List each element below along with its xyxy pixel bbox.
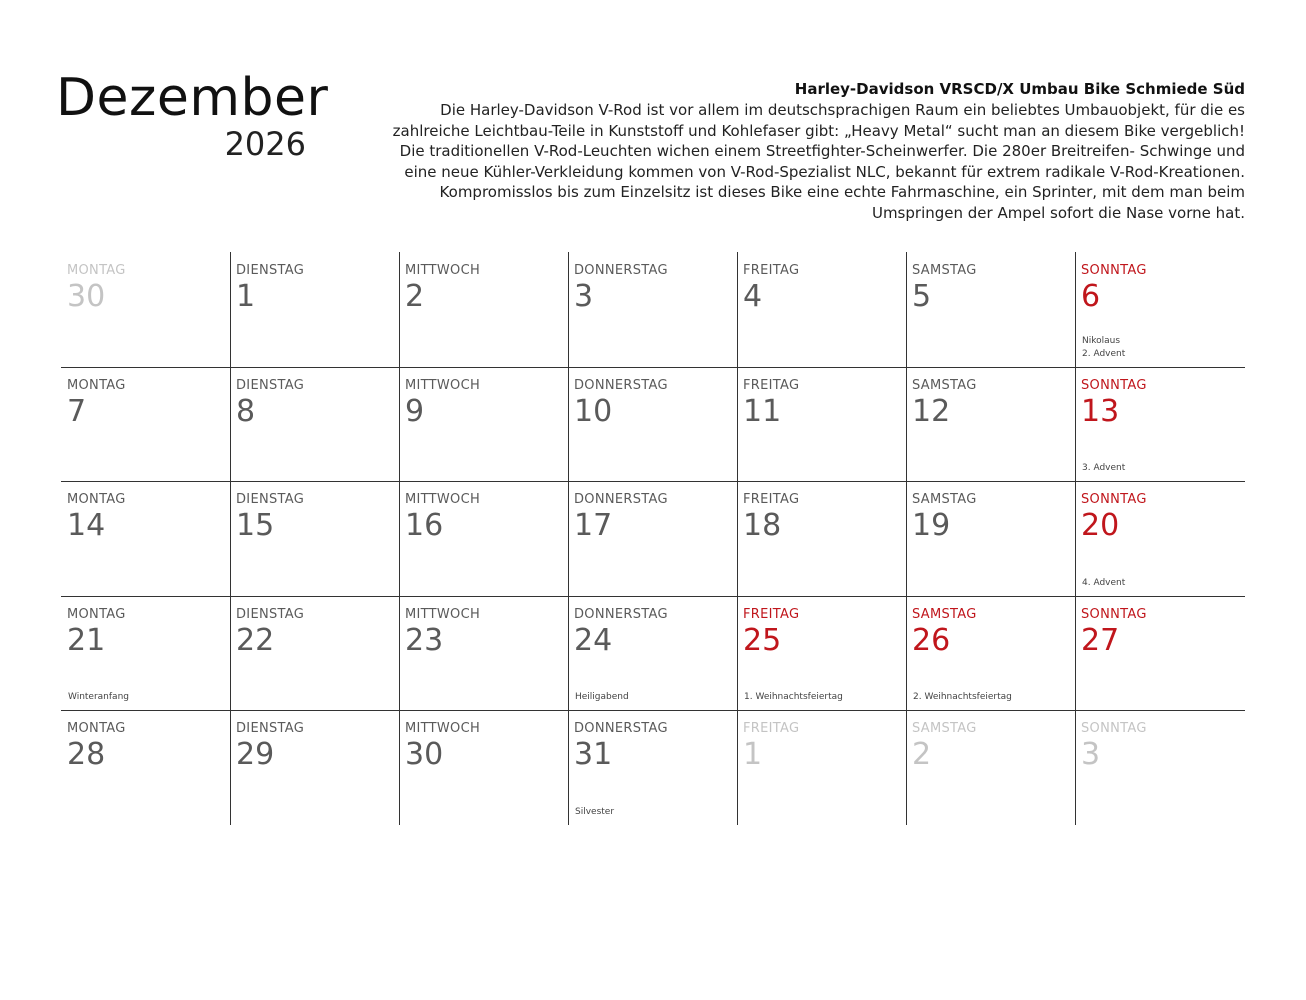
day-cell — [61, 710, 230, 825]
weekday-label: MONTAG — [67, 377, 126, 393]
day-cell — [399, 596, 568, 711]
weekday-label: SONNTAG — [1081, 263, 1147, 278]
weekday-label: MONTAG — [67, 721, 126, 736]
weekday-label: SONNTAG — [1081, 492, 1147, 507]
year-label: 2026 — [224, 125, 306, 163]
weekday-label: SONNTAG — [1081, 606, 1147, 622]
day-number: 23 — [405, 622, 444, 658]
weekday-label: FREITAG — [743, 377, 800, 393]
day-cell — [399, 710, 568, 825]
weekday-label: MONTAG — [67, 606, 126, 622]
day-cell — [230, 252, 399, 367]
day-cell — [906, 710, 1075, 825]
day-number: 30 — [405, 737, 444, 772]
day-cell — [737, 481, 906, 596]
day-number: 27 — [1081, 622, 1120, 658]
weekday-label: MITTWOCH — [405, 263, 481, 278]
day-cell — [568, 367, 737, 482]
holiday-notes — [575, 806, 614, 819]
weekday-label: SONNTAG — [1081, 377, 1147, 393]
day-cell — [230, 481, 399, 596]
weekday-label: FREITAG — [743, 263, 800, 278]
day-number: 3 — [1081, 737, 1101, 772]
day-cell — [906, 596, 1075, 711]
day-number: 9 — [405, 393, 425, 429]
month-title: Dezember — [56, 68, 329, 128]
day-number: 12 — [912, 393, 951, 429]
weekday-label: MONTAG — [67, 263, 126, 278]
weekday-label: SAMSTAG — [912, 377, 977, 393]
day-number: 16 — [405, 508, 444, 543]
weekday-label: FREITAG — [743, 492, 800, 507]
bike-description — [385, 78, 1245, 223]
day-number: 31 — [574, 737, 613, 772]
weekday-label: DONNERSTAG — [574, 492, 668, 507]
day-number: 13 — [1081, 393, 1120, 429]
holiday-note: 2. Weihnachtsfeiertag — [913, 692, 1012, 702]
day-cell — [568, 710, 737, 825]
day-number: 1 — [743, 737, 763, 772]
day-number: 7 — [67, 393, 87, 429]
day-cell — [61, 596, 230, 711]
day-cell — [1075, 367, 1244, 482]
day-number: 10 — [574, 393, 613, 429]
day-cell — [399, 367, 568, 482]
day-cell — [230, 367, 399, 482]
day-cell — [399, 481, 568, 596]
weekday-label: SAMSTAG — [912, 492, 977, 507]
day-number: 21 — [67, 622, 106, 658]
holiday-notes — [1082, 577, 1125, 590]
day-cell — [737, 252, 906, 367]
weekday-label: DONNERSTAG — [574, 606, 668, 622]
day-cell — [1075, 252, 1244, 367]
day-number: 2 — [405, 279, 425, 314]
description-text: Die Harley-Davidson V-Rod ist vor allem im deutschsprachigen Raum ein beliebtes Umbauobjekt, für die es zahlreiche Leichtbau-Teile in Kunststoff und Kohlefaser gibt: „Heavy Metal“ sucht man an diesem Bike vergeblich! Die traditionellen V-Rod-Leuchten wichen einem Streetfighter-Scheinwerfer. Die 280er Breitreifen- Schwinge und eine neue Kühler-Verkleidung kommen von V-Rod-Spezialist NLC, bekannt für extrem radikale V-Rod-Kreationen. Kompromisslos bis zum Einzelsitz ist dieses Bike eine echte Fahrmaschine, ein Sprinter, mit dem man beim Umspringen der Ampel sofort die Nase vorne hat. — [392, 101, 1245, 222]
weekday-label: DIENSTAG — [236, 377, 305, 393]
day-cell — [906, 481, 1075, 596]
day-cell — [61, 252, 230, 367]
day-number: 3 — [574, 279, 594, 314]
day-number: 26 — [912, 622, 951, 658]
day-cell — [906, 252, 1075, 367]
holiday-note: Winteranfang — [68, 692, 129, 702]
holiday-note: 3. Advent — [1082, 463, 1126, 473]
day-number: 15 — [236, 508, 275, 543]
day-number: 2 — [912, 737, 932, 772]
day-number: 11 — [743, 393, 782, 429]
day-number: 5 — [912, 279, 932, 314]
holiday-notes — [1082, 335, 1125, 361]
weekday-label: SAMSTAG — [912, 721, 977, 736]
day-cell — [737, 596, 906, 711]
day-cell — [568, 481, 737, 596]
day-cell — [1075, 481, 1244, 596]
holiday-notes — [575, 691, 629, 704]
day-number: 30 — [67, 279, 106, 314]
holiday-note: Heiligabend — [575, 692, 629, 702]
day-cell — [906, 367, 1075, 482]
holiday-notes — [913, 691, 1012, 704]
weekday-label: DONNERSTAG — [574, 263, 668, 278]
day-cell — [61, 481, 230, 596]
day-number: 4 — [743, 279, 763, 314]
weekday-label: FREITAG — [743, 721, 800, 736]
weekday-label: FREITAG — [743, 606, 800, 622]
weekday-label: MITTWOCH — [405, 377, 481, 393]
weekday-label: MONTAG — [67, 492, 126, 507]
holiday-note: Silvester — [575, 806, 615, 817]
day-number: 17 — [574, 508, 613, 543]
weekday-label: MITTWOCH — [405, 492, 481, 507]
weekday-label: DIENSTAG — [236, 721, 305, 736]
holiday-note: 2. Advent — [1082, 348, 1126, 359]
day-cell — [230, 710, 399, 825]
holiday-note: 1. Weihnachtsfeiertag — [744, 692, 843, 702]
weekday-label: SONNTAG — [1081, 721, 1147, 736]
day-number: 25 — [743, 622, 782, 658]
day-number: 29 — [236, 737, 275, 772]
weekday-label: DONNERSTAG — [574, 721, 668, 736]
weekday-label: MITTWOCH — [405, 721, 481, 736]
day-cell — [1075, 710, 1244, 825]
day-cell — [230, 596, 399, 711]
holiday-notes — [744, 691, 843, 704]
weekday-label: DIENSTAG — [236, 492, 305, 507]
day-number: 24 — [574, 622, 613, 658]
day-number: 18 — [743, 508, 782, 543]
day-cell — [1075, 596, 1244, 711]
holiday-notes — [1082, 462, 1125, 475]
day-cell — [737, 367, 906, 482]
weekday-label: SAMSTAG — [912, 606, 977, 622]
holiday-notes — [68, 691, 129, 704]
day-number: 6 — [1081, 279, 1101, 314]
holiday-note: 4. Advent — [1082, 577, 1126, 588]
day-number: 22 — [236, 622, 275, 658]
day-number: 28 — [67, 737, 106, 772]
day-number: 20 — [1081, 508, 1120, 543]
day-number: 1 — [236, 279, 256, 314]
weekday-label: DIENSTAG — [236, 606, 305, 622]
weekday-label: DIENSTAG — [236, 263, 305, 278]
day-cell — [399, 252, 568, 367]
day-number: 19 — [912, 508, 951, 543]
day-cell — [568, 252, 737, 367]
day-number: 8 — [236, 393, 256, 429]
day-number: 14 — [67, 508, 106, 543]
day-cell — [737, 710, 906, 825]
weekday-label: SAMSTAG — [912, 263, 977, 278]
day-cell — [61, 367, 230, 482]
weekday-label: DONNERSTAG — [574, 377, 668, 393]
holiday-note: Nikolaus — [1082, 335, 1121, 346]
description-title: Harley-Davidson VRSCD/X Umbau Bike Schmiede Süd — [794, 80, 1245, 98]
calendar-grid — [61, 252, 1245, 825]
day-cell — [568, 596, 737, 711]
weekday-label: MITTWOCH — [405, 606, 481, 622]
